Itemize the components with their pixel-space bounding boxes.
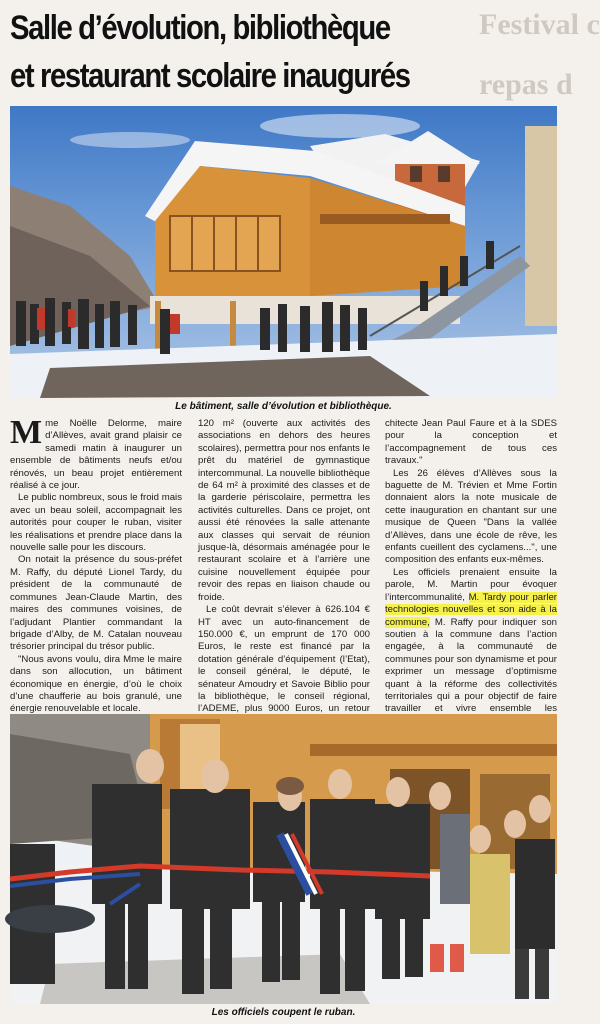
article-headline [10,4,414,100]
paragraph-text: M. Raffy pour indiquer son soutien à la commune dans l’action engagée, à la communauté de communes pour son dynamisme et pour exprimer un message d’optimisme quant à la réforme des collectivités territoriales qui a pour objectif de faire travailler et vivre ensemble les [385,616,557,715]
article-column-3 [385,418,557,743]
headline-line-2: et restaurant scolaire inaugurés [10,57,410,95]
building-photo [10,106,557,398]
paragraph: Le coût devrait s’élever à 626.104 € HT avec un auto-financement de 150.000 €, un emprunt de 170 000 Euros, le reste est financé par la dotation générale d’équipement (l’Etat), le conseil général, le député, le sénateur Amoudry et Savoie Biblio pour la bibliothèque, le conseil régional, l’ADEME, plus 9000 Euros, un retour [198,604,370,715]
paragraph [385,567,557,728]
building-illustration [10,106,557,398]
bleed-line-1: Festival c [479,8,600,41]
paragraph: chitecte Jean Paul Faure et à la SDES pour la conception et l’accompagnement de tous ces travaux." [385,418,557,467]
paragraph: "Nous avons voulu, dira Mme le maire dans son allocution, un bâtiment économique en énergie, d’où le choix d’une chaufferie au bois granulé, une énergie renouvelable et locale. [10,653,182,715]
paragraph-text: Les officiels prenaient ensuite la parole, M. Martin pour évoquer l’intercommunalité, [385,566,557,603]
paragraph: Le public nombreux, sous le froid mais avec un beau soleil, accompagnait les autorités pour couper le ruban, visiter les réalisations et prendre place dans la nouvelle salle pour les discours. [10,492,182,554]
paragraph [10,414,182,492]
adjacent-article-bleed [475,0,600,110]
paragraph: 120 m² (ouverte aux activités des associations en dehors des heures scolaires), permettra pour nos enfants le prêt du matériel de gymnastique intercommunal. La nouvelle bibliothèque de 64 m² à proximité des classes et de la garderie périscolaire, permettra les activités culturelles. Dans ce projet, ont aussi été rénovées la salle attenante aux classes qui servait de réunion jusque-là, désormais aménagée pour le restaurant scolaire et à l’arrière une cuisine nouvellement équipée pour revoir des repas en liaison chaude ou froide. [198,418,370,603]
paragraph-text: me Noëlle Delorme, maire d’Allèves, avait grand plaisir ce samedi matin à inaugurer un ensemble de bâtiments neufs et/ou rénovés, un beau projet entièrement réalisé à ce jour. [10,418,182,492]
photo-caption-top: Le bâtiment, salle d’évolution et bibliothèque. [175,401,392,412]
highlighted-text: M. Tardy pour parler technologies nouvelles et son aide à la commune, [385,591,557,628]
paragraph: On notait la présence du sous-préfet M. Raffy, du député Lionel Tardy, du président de la communauté de communes Jean-Claude Martin, des maires des communes voisines, de l’adjudant Plantier commandant la brigade d’Alby, de M. Catalan nouveau trésorier principal du trésor public. [10,554,182,653]
headline-line-1: Salle d’évolution, bibliothèque [10,9,390,47]
paragraph: Les 26 élèves d’Allèves sous la baguette de M. Trévien et Mme Fortin donnaient alors la note musicale de cette inauguration en chantant sur une musique de Queen "Dans la vallée d’Allèves, dans une école de rêve, les enfants cueillent des cyclamens...", une composition des enfants eux-mêmes. [385,467,557,566]
drop-cap: M [10,414,43,451]
article-column-2 [198,418,370,741]
ribbon-cutting-photo [10,714,557,1004]
article-column-1 [10,414,182,728]
bleed-line-2: repas d [479,68,573,101]
article-body [10,414,558,715]
ribbon-cutting-illustration [10,714,557,1004]
photo-caption-bottom: Les officiels coupent le ruban. [211,1007,356,1018]
